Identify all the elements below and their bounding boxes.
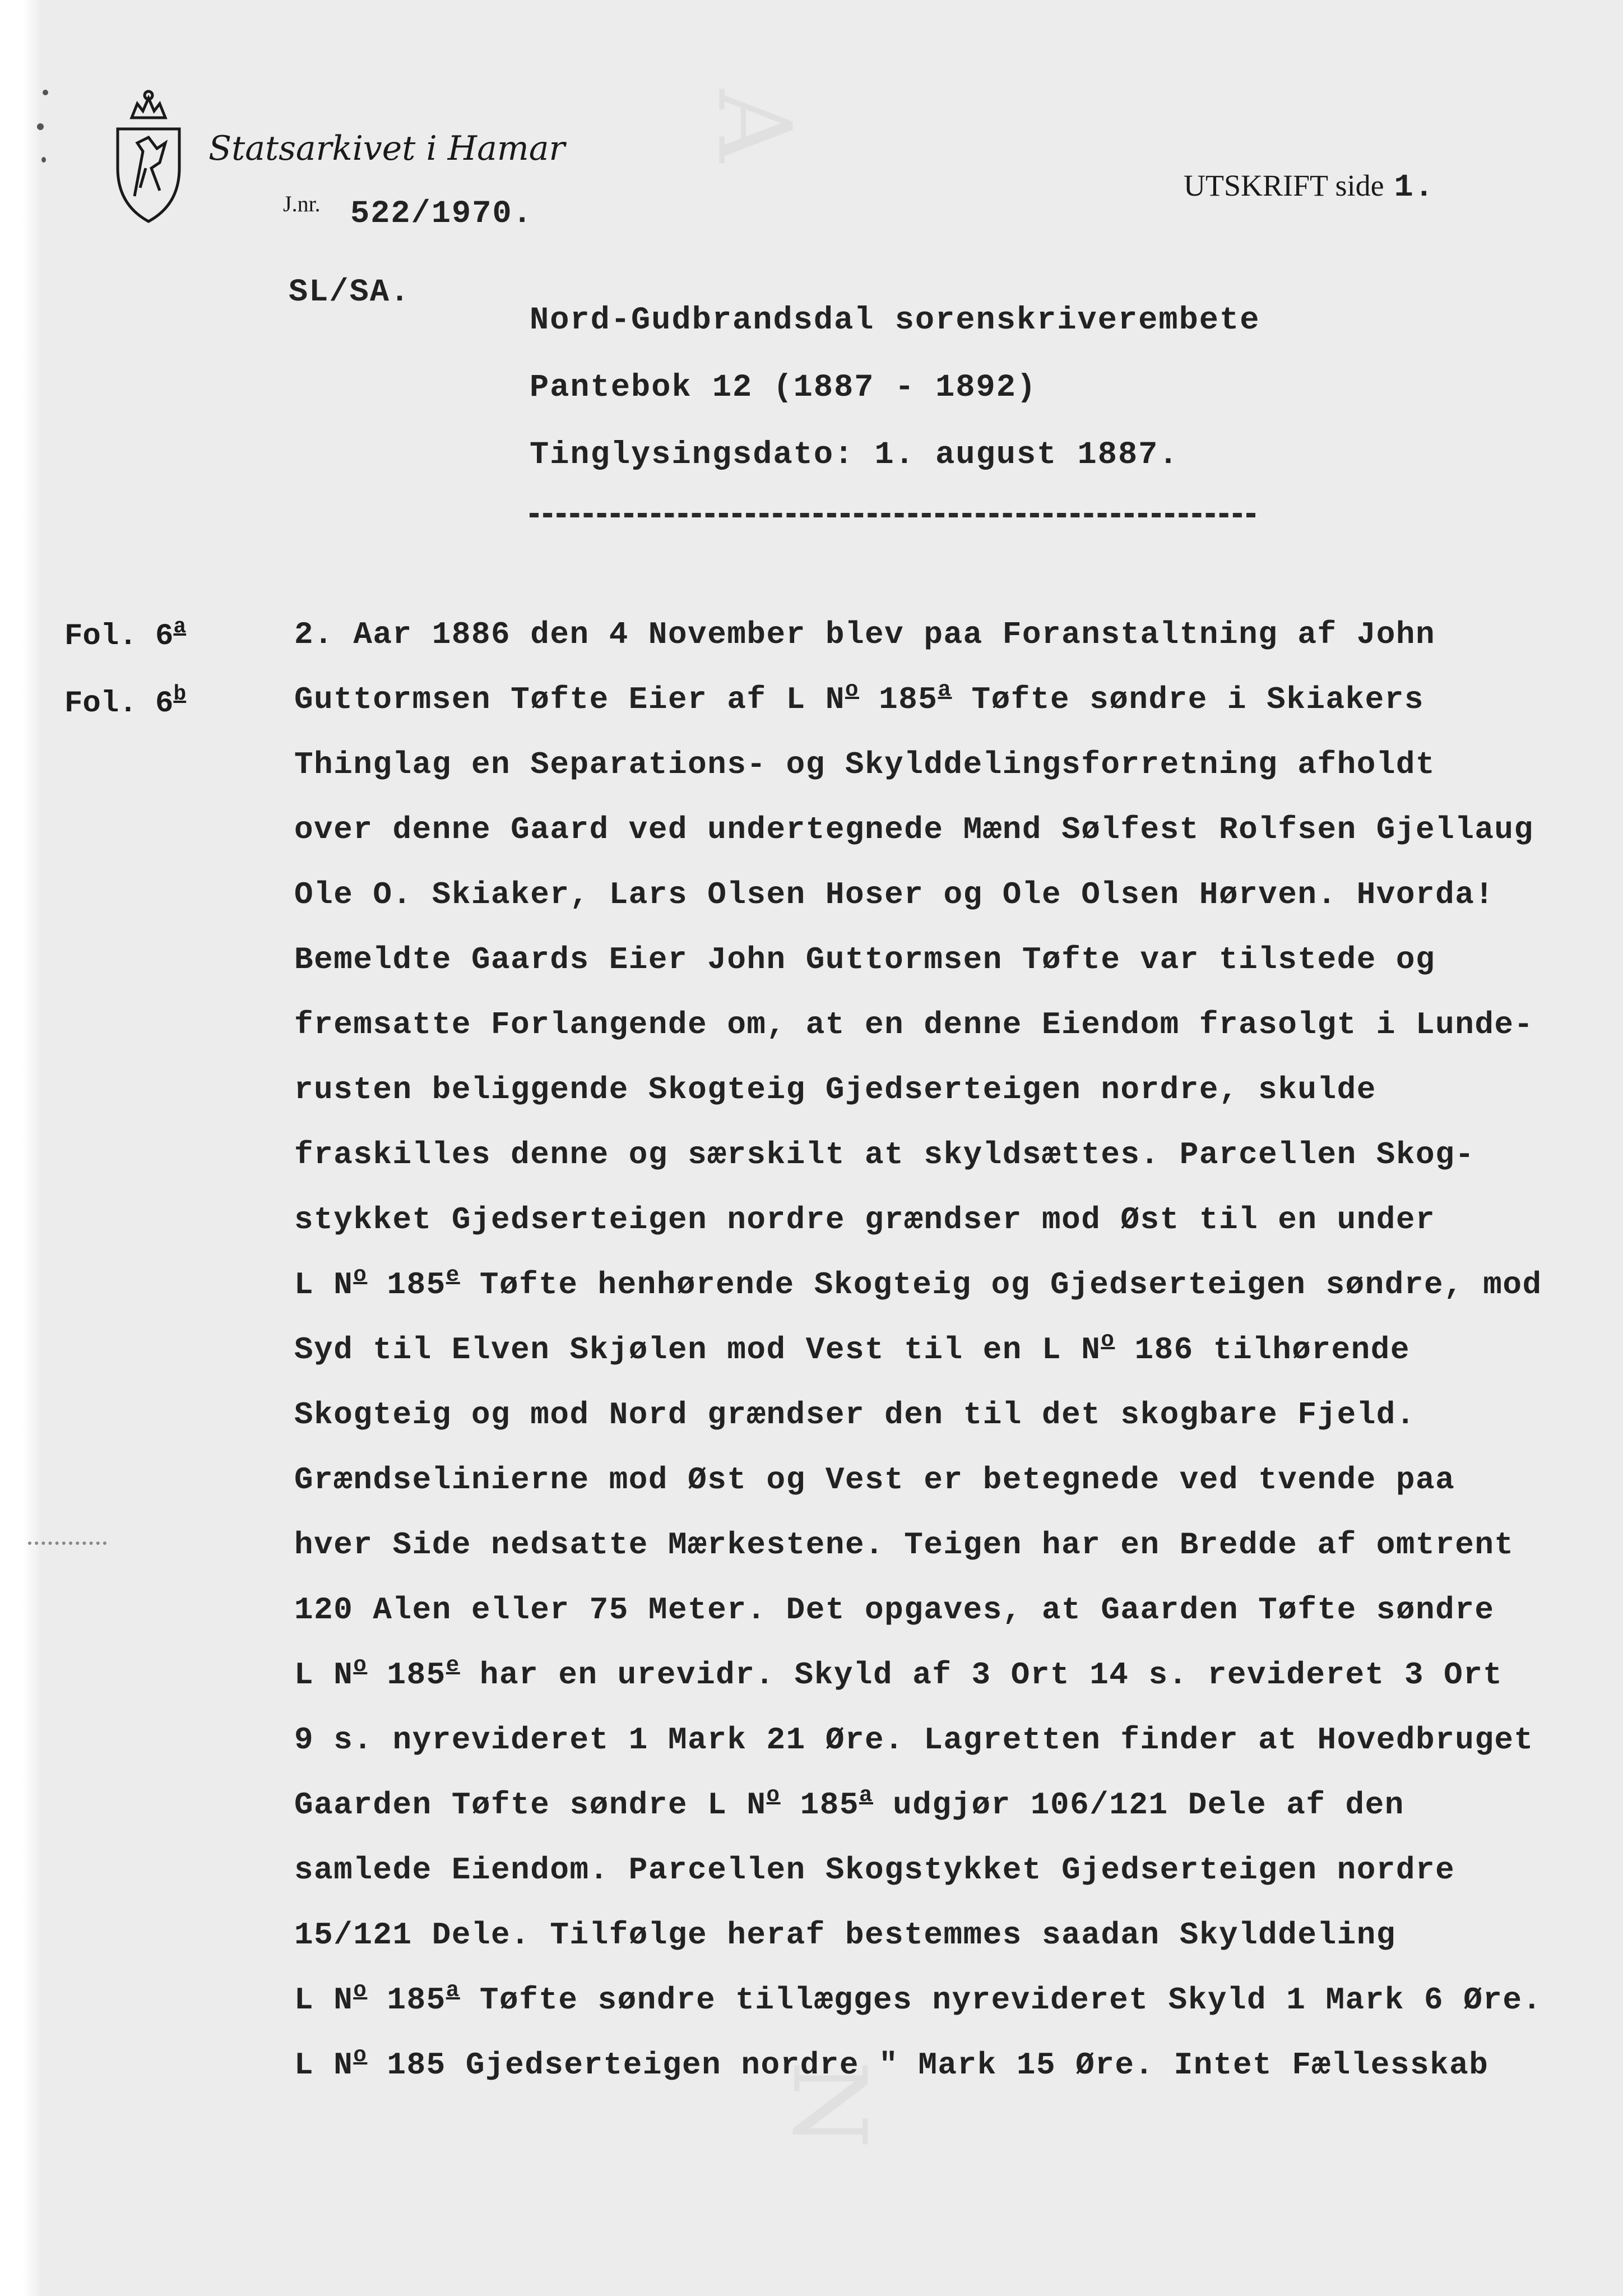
folio-ref: Fol. 6a: [64, 615, 187, 654]
date-heading: Tinglysingsdato: 1. august 1887.: [530, 437, 1179, 473]
margin-blot: [37, 123, 44, 130]
body-line: fremsatte Forlangende om, at en denne Eiendom frasolgt i Lunde-: [294, 1007, 1534, 1043]
body-line: L No 185 Gjedserteigen nordre " Mark 15 Øre. Intet Fællesskab: [294, 2043, 1489, 2083]
body-line: Ole O. Skiaker, Lars Olsen Hoser og Ole Olsen Hørven. Hvorda!: [294, 877, 1495, 913]
body-line: 15/121 Dele. Tilfølge heraf bestemmes saadan Skylddeling: [294, 1917, 1396, 1953]
volume-heading: Pantebok 12 (1887 - 1892): [530, 370, 1037, 406]
initials: SL/SA.: [289, 275, 411, 311]
page-marker-number: 1.: [1394, 170, 1435, 206]
show-through-mark: N: [770, 2060, 888, 2149]
body-line: rusten beliggende Skogteig Gjedserteigen nordre, skulde: [294, 1072, 1376, 1108]
body-line: Gaarden Tøfte søndre L No 185a udgjør 106/121 Dele af den: [294, 1783, 1404, 1823]
body-line: 120 Alen eller 75 Meter. Det opgaves, at Gaarden Tøfte søndre: [294, 1592, 1495, 1628]
body-line: Bemeldte Gaards Eier John Guttormsen Tøfte var tilstede og: [294, 942, 1436, 978]
body-line: fraskilles denne og særskilt at skyldsættes. Parcellen Skog-: [294, 1137, 1475, 1173]
page-marker-label: UTSKRIFT side: [1184, 169, 1384, 202]
body-line: samlede Eiendom. Parcellen Skogstykket Gjedserteigen nordre: [294, 1852, 1455, 1888]
archive-name: Statsarkivet i Hamar: [208, 129, 565, 168]
coat-of-arms-icon: [112, 84, 185, 224]
body-line: Guttormsen Tøfte Eier af L No 185a Tøfte søndre i Skiakers: [294, 677, 1424, 718]
body-line: 9 s. nyrevideret 1 Mark 21 Øre. Lagretten finder at Hovedbruget: [294, 1722, 1534, 1758]
office-heading: Nord-Gudbrandsdal sorenskriverembete: [530, 303, 1260, 339]
body-line: stykket Gjedserteigen nordre grændser mod Øst til en under: [294, 1202, 1436, 1238]
margin-blot: [43, 90, 48, 95]
show-through-mark: A: [695, 89, 813, 163]
body-line: 2. Aar 1886 den 4 November blev paa Foranstaltning af John: [294, 617, 1436, 652]
journal-label: J.nr.: [283, 191, 321, 216]
body-line: Thinglag en Separations- og Skylddelingsforretning afholdt: [294, 747, 1436, 783]
body-line: Skogteig og mod Nord grændser den til det skogbare Fjeld.: [294, 1397, 1416, 1433]
body-line: hver Side nedsatte Mærkestene. Teigen har en Bredde af omtrent: [294, 1527, 1514, 1563]
margin-blot: [41, 157, 46, 163]
divider: [530, 513, 1255, 517]
body-line: Syd til Elven Skjølen mod Vest til en L No 186 tilhørende: [294, 1327, 1410, 1368]
body-line: L No 185e Tøfte henhørende Skogteig og Gjedserteigen søndre, mod: [294, 1262, 1542, 1303]
folio-ref: Fol. 6b: [64, 683, 187, 721]
body-line: L No 185a Tøfte søndre tillægges nyrevideret Skyld 1 Mark 6 Øre.: [294, 1978, 1542, 2018]
body-line: Grændselinierne mod Øst og Vest er betegnede ved tvende paa: [294, 1462, 1455, 1498]
page-marker: [1184, 168, 1435, 206]
journal-number: 522/1970.: [350, 196, 533, 232]
body-line: over denne Gaard ved undertegnede Mænd Sølfest Rolfsen Gjellaug: [294, 812, 1534, 848]
body-line: L No 185e har en urevidr. Skyld af 3 Ort 14 s. revideret 3 Ort: [294, 1652, 1503, 1693]
margin-dash: [28, 1542, 106, 1545]
